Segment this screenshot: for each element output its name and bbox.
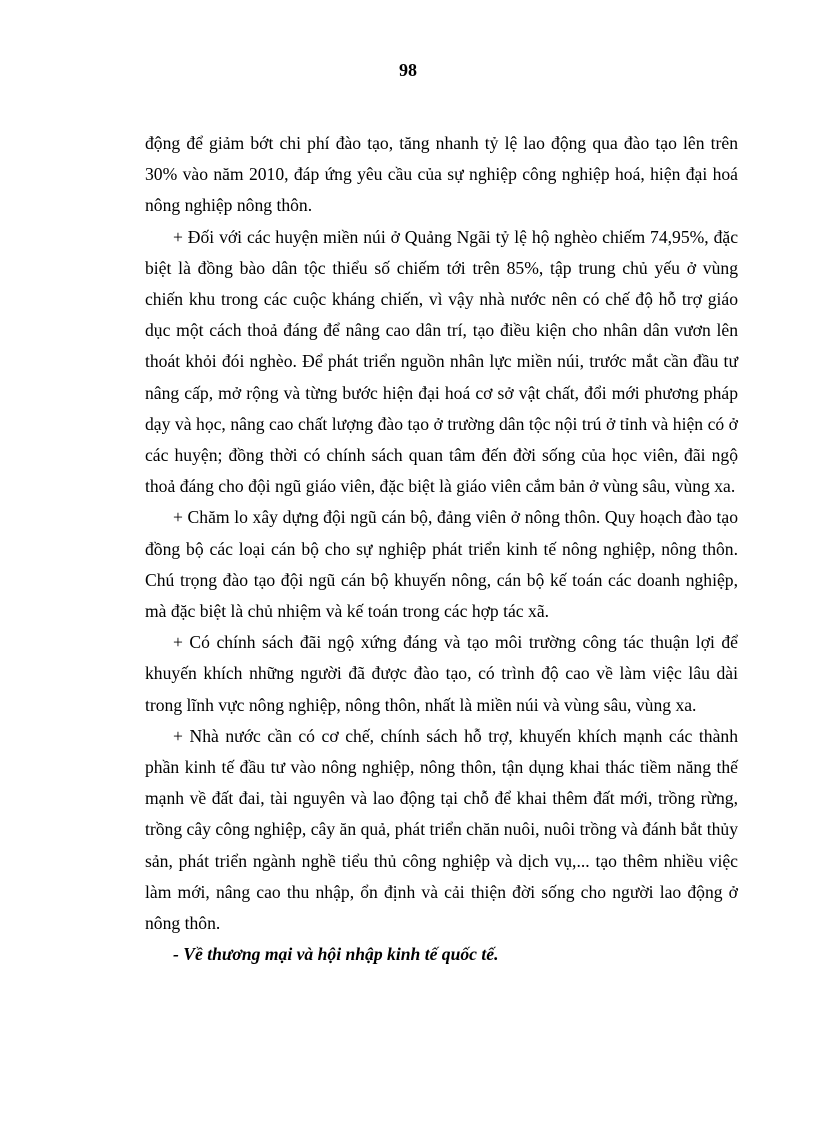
- paragraph-state-support: + Nhà nước cần có cơ chế, chính sách hỗ trợ, khuyến khích mạnh các thành phần kinh tế đầu tư vào nông nghiệp, nông thôn, tận dụng khai thác tiềm năng thế mạnh về đất đai, tài nguyên và lao động tại chỗ để khai thêm đất mới, trồng rừng, trồng cây công nghiệp, cây ăn quả, phát triển chăn nuôi, nuôi trồng và đánh bắt thủy sản, phát triển ngành nghề tiểu thủ công nghiệp và dịch vụ,... tạo thêm nhiều việc làm mới, nâng cao thu nhập, ổn định và cải thiện đời sống cho người lao động ở nông thôn.: [145, 725, 738, 934]
- paragraph-mountain-districts: + Đối với các huyện miền núi ở Quảng Ngãi tỷ lệ hộ nghèo chiếm 74,95%, đặc biệt là đồng bào dân tộc thiểu số chiếm tới trên 85%, tập trung chủ yếu ở vùng chiến khu trong các cuộc kháng chiến, vì vậy nhà nước nên có chế độ hỗ trợ giáo dục một cách thoả đáng để nâng cao dân trí, tạo điều kiện cho nhân dân vươn lên thoát khỏi đói nghèo. Để phát triển nguồn nhân lực miền núi, trước mắt cần đầu tư nâng cấp, mở rộng và từng bước hiện đại hoá cơ sở vật chất, đổi mới phương pháp dạy và học, nâng cao chất lượng đào tạo ở trường dân tộc nội trú ở tỉnh và hiện có ở các huyện; đồng thời có chính sách quan tâm đến đời sống của học viên, đãi ngộ thoả đáng cho đội ngũ giáo viên, đặc biệt là giáo viên cắm bản ở vùng sâu, vùng xa.: [145, 226, 738, 497]
- body-text: [145, 128, 738, 970]
- paragraph-rural-cadres: + Chăm lo xây dựng đội ngũ cán bộ, đảng viên ở nông thôn. Quy hoạch đào tạo đồng bộ các loại cán bộ cho sự nghiệp phát triển kinh tế nông nghiệp, nông thôn. Chú trọng đào tạo đội ngũ cán bộ khuyến nông, cán bộ kế toán các doanh nghiệp, mà đặc biệt là chủ nhiệm và kế toán trong các hợp tác xã.: [145, 507, 738, 622]
- paragraph-continuation: động để giảm bớt chi phí đào tạo, tăng nhanh tỷ lệ lao động qua đào tạo lên trên 30% vào năm 2010, đáp ứng yêu cầu của sự nghiệp công nghiệp hoá, hiện đại hoá nông nghiệp nông thôn.: [145, 133, 738, 216]
- paragraph-incentives: + Có chính sách đãi ngộ xứng đáng và tạo môi trường công tác thuận lợi để khuyến khích những người đã được đào tạo, có trình độ cao về làm việc lâu dài trong lĩnh vực nông nghiệp, nông thôn, nhất là miền núi và vùng sâu, vùng xa.: [145, 632, 738, 715]
- page-number: 98: [399, 60, 417, 80]
- section-subheading: - Về thương mại và hội nhập kinh tế quốc tế.: [173, 944, 499, 965]
